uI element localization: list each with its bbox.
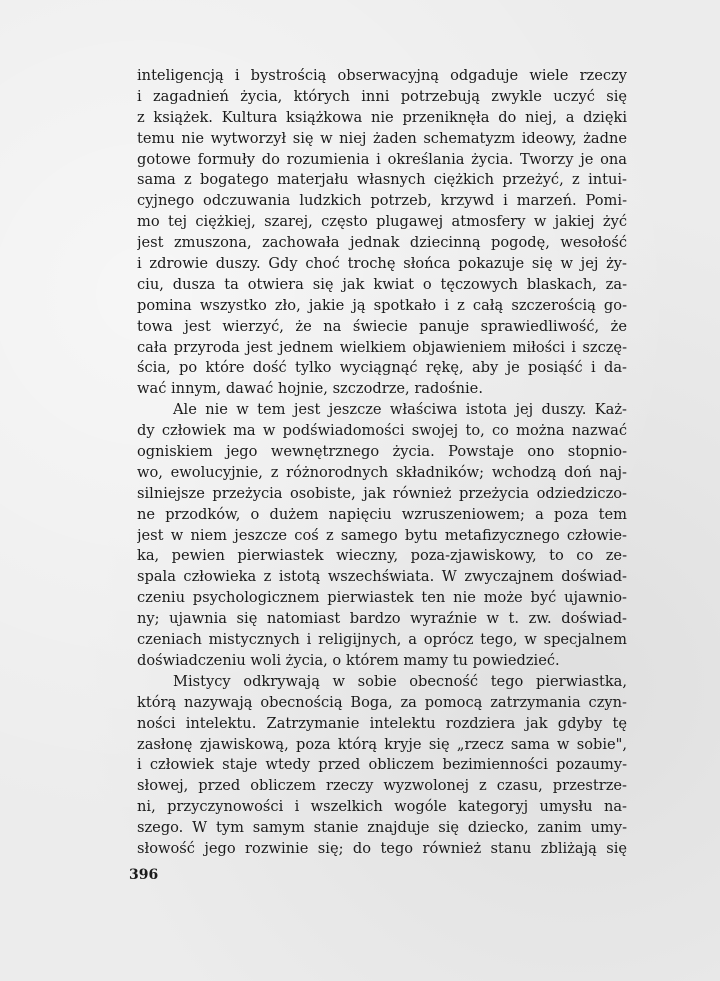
text-line: jest zmuszona, zachowała jednak dziecinną pogodę, wesołość [137, 234, 627, 252]
text-line: pomina wszystko zło, jakie ją spotkało i z całą szczerością go- [137, 296, 627, 314]
text-line: szego. W tym samym stanie znajduje się dziecko, zanim umy- [137, 819, 627, 837]
text-line: czeniach mistycznych i religijnych, a oprócz tego, w specjalnem [137, 631, 627, 649]
text-line: ka, pewien pierwiastek wieczny, poza-zjawiskowy, to co ze- [137, 547, 627, 565]
text-line: Ale nie w tem jest jeszcze właściwa istota jej duszy. Każ- [173, 401, 627, 419]
text-line: wać innym, dawać hojnie, szczodrze, radośnie. [137, 380, 483, 398]
text-line: Mistycy odkrywają w sobie obecność tego pierwiastka, [173, 672, 627, 690]
text-line: ny; ujawnia się natomiast bardzo wyraźnie w t. zw. doświad- [137, 610, 627, 628]
text-line: spala człowieka z istotą wszechświata. W zwyczajnem doświad- [137, 568, 627, 586]
text-line: i zagadnień życia, których inni potrzebują zwykle uczyć się [137, 87, 627, 105]
text-line: doświadczeniu woli życia, o którem mamy tu powiedzieć. [137, 651, 560, 669]
text-line: czeniu psychologicznem pierwiastek ten nie może być ujawnio- [137, 589, 627, 607]
text-line: jest w niem jeszcze coś z samego bytu metafizycznego człowie- [137, 526, 627, 544]
text-line: gotowe formuły do rozumienia i określania życia. Tworzy je ona [137, 150, 627, 168]
text-line: słowej, przed obliczem rzeczy wyzwolonej z czasu, przestrze- [137, 777, 627, 795]
text-line: i człowiek staje wtedy przed obliczem bezimienności pozaumy- [137, 756, 627, 774]
text-line: słowość jego rozwinie się; do tego również stanu zbliżają się [137, 839, 627, 857]
text-line: wo, ewolucyjnie, z różnorodnych składników; wchodzą doń naj- [137, 463, 627, 481]
text-line: temu nie wytworzył się w niej żaden schematyzm ideowy, żadne [137, 129, 627, 147]
text-line: ne przodków, o dużem napięciu wzruszeniowem; a poza tem [137, 505, 627, 523]
text-line: dy człowiek ma w podświadomości swojej to, co można nazwać [137, 422, 627, 440]
text-line: którą nazywają obecnością Boga, za pomocą zatrzymania czyn- [137, 693, 627, 711]
text-line: silniejsze przeżycia osobiste, jak również przeżycia odziedziczo- [137, 484, 627, 502]
text-line: cyjnego odczuwania ludzkich potrzeb, krzywd i marzeń. Pomi- [137, 192, 627, 210]
text-line: zasłonę zjawiskową, poza którą kryje się „rzecz sama w sobie", [137, 735, 627, 753]
text-line: i zdrowie duszy. Gdy choć trochę słońca pokazuje się w jej ży- [137, 255, 627, 273]
text-line: mo tej ciężkiej, szarej, często plugawej atmosfery w jakiej żyć [137, 213, 627, 231]
text-line: towa jest wierzyć, że na świecie panuje sprawiedliwość, że [137, 317, 627, 335]
page-number: 396 [129, 867, 159, 883]
text-line: ogniskiem jego wewnętrznego życia. Powstaje ono stopnio- [137, 443, 627, 461]
text-line: z książek. Kultura książkowa nie przeniknęła do niej, a dzięki [137, 108, 627, 126]
text-line: ni, przyczynowości i wszelkich wogóle kategoryj umysłu na- [137, 798, 627, 816]
text-line: cała przyroda jest jednem wielkiem objawieniem miłości i szczę- [137, 338, 627, 356]
text-line: ciu, dusza ta otwiera się jak kwiat o tęczowych blaskach, za- [137, 275, 627, 293]
text-line: ności intelektu. Zatrzymanie intelektu rozdziera jak gdyby tę [137, 714, 627, 732]
text-line: ścia, po które dość tylko wyciągnąć rękę, aby je posiąść i da- [137, 359, 627, 377]
body-text [137, 66, 627, 860]
text-line: inteligencją i bystrością obserwacyjną odgaduje wiele rzeczy [137, 67, 627, 84]
text-line: sama z bogatego materjału własnych ciężkich przeżyć, z intui- [137, 171, 627, 189]
